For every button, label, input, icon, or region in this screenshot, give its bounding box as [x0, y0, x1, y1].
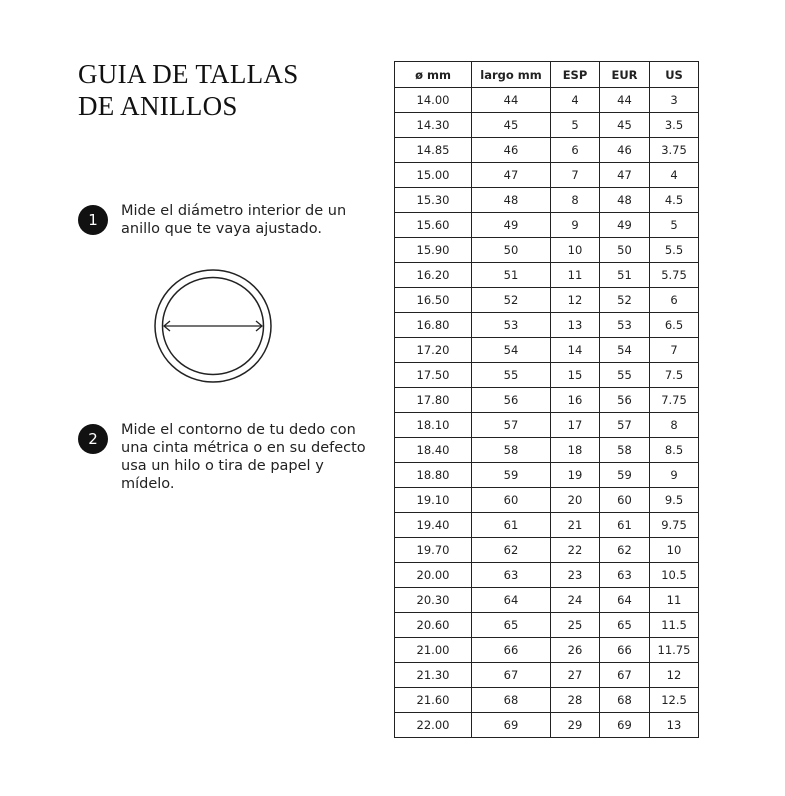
eur-cell: 47: [600, 163, 650, 188]
esp-cell: 4: [551, 88, 600, 113]
us-cell: 12.5: [650, 688, 699, 713]
esp-cell: 23: [551, 563, 600, 588]
us-cell: 5: [650, 213, 699, 238]
us-cell: 11.5: [650, 613, 699, 638]
eur-cell: 63: [600, 563, 650, 588]
us-cell: 6: [650, 288, 699, 313]
esp-cell: 5: [551, 113, 600, 138]
us-cell: 13: [650, 713, 699, 738]
diameter-cell: 20.60: [395, 613, 472, 638]
length-cell: 51: [472, 263, 551, 288]
esp-cell: 28: [551, 688, 600, 713]
eur-cell: 69: [600, 713, 650, 738]
eur-cell: 68: [600, 688, 650, 713]
length-cell: 59: [472, 463, 551, 488]
us-cell: 10: [650, 538, 699, 563]
page-title: [78, 58, 299, 122]
length-cell: 54: [472, 338, 551, 363]
eur-cell: 55: [600, 363, 650, 388]
esp-cell: 16: [551, 388, 600, 413]
table-row: [395, 688, 699, 713]
diameter-cell: 18.40: [395, 438, 472, 463]
diameter-cell: 18.80: [395, 463, 472, 488]
length-cell: 69: [472, 713, 551, 738]
esp-cell: 9: [551, 213, 600, 238]
eur-cell: 45: [600, 113, 650, 138]
diameter-cell: 17.50: [395, 363, 472, 388]
header-col-diameter: ø mm: [395, 62, 472, 88]
table-row: [395, 663, 699, 688]
esp-cell: 24: [551, 588, 600, 613]
esp-cell: 22: [551, 538, 600, 563]
table-row: [395, 163, 699, 188]
us-cell: 3: [650, 88, 699, 113]
us-cell: 7.5: [650, 363, 699, 388]
diameter-cell: 21.60: [395, 688, 472, 713]
esp-cell: 26: [551, 638, 600, 663]
esp-cell: 13: [551, 313, 600, 338]
header-col-esp: ESP: [551, 62, 600, 88]
table-row: [395, 613, 699, 638]
esp-cell: 25: [551, 613, 600, 638]
length-cell: 56: [472, 388, 551, 413]
size-table-header: [395, 62, 699, 88]
diameter-cell: 19.40: [395, 513, 472, 538]
step-text: Mide el contorno de tu dedo con una cinta métrica o en su defecto usa un hilo o tira de papel y mídelo.: [121, 422, 366, 492]
us-cell: 5.75: [650, 263, 699, 288]
diameter-cell: 14.85: [395, 138, 472, 163]
table-row: [395, 363, 699, 388]
length-cell: 62: [472, 538, 551, 563]
length-cell: 66: [472, 638, 551, 663]
esp-cell: 11: [551, 263, 600, 288]
diameter-cell: 15.00: [395, 163, 472, 188]
length-cell: 68: [472, 688, 551, 713]
table-row: [395, 263, 699, 288]
title-line-2: DE ANILLOS: [78, 91, 238, 121]
us-cell: 7: [650, 338, 699, 363]
us-cell: 8: [650, 413, 699, 438]
esp-cell: 19: [551, 463, 600, 488]
us-cell: 9.75: [650, 513, 699, 538]
table-row: [395, 488, 699, 513]
eur-cell: 64: [600, 588, 650, 613]
table-row: [395, 213, 699, 238]
size-table-body: [395, 88, 699, 738]
us-cell: 3.75: [650, 138, 699, 163]
table-row: [395, 563, 699, 588]
table-row: [395, 138, 699, 163]
us-cell: 12: [650, 663, 699, 688]
step-number-badge: 2: [78, 424, 108, 454]
us-cell: 11.75: [650, 638, 699, 663]
eur-cell: 57: [600, 413, 650, 438]
diameter-cell: 19.70: [395, 538, 472, 563]
diameter-cell: 15.60: [395, 213, 472, 238]
eur-cell: 50: [600, 238, 650, 263]
table-row: [395, 638, 699, 663]
esp-cell: 14: [551, 338, 600, 363]
table-row: [395, 188, 699, 213]
esp-cell: 12: [551, 288, 600, 313]
length-cell: 50: [472, 238, 551, 263]
diameter-cell: 19.10: [395, 488, 472, 513]
eur-cell: 67: [600, 663, 650, 688]
us-cell: 11: [650, 588, 699, 613]
table-row: [395, 113, 699, 138]
header-col-eur: EUR: [600, 62, 650, 88]
size-table: [394, 61, 699, 738]
esp-cell: 21: [551, 513, 600, 538]
us-cell: 9: [650, 463, 699, 488]
us-cell: 4.5: [650, 188, 699, 213]
diameter-cell: 14.00: [395, 88, 472, 113]
us-cell: 7.75: [650, 388, 699, 413]
length-cell: 64: [472, 588, 551, 613]
length-cell: 55: [472, 363, 551, 388]
table-row: [395, 413, 699, 438]
table-row: [395, 713, 699, 738]
esp-cell: 7: [551, 163, 600, 188]
esp-cell: 17: [551, 413, 600, 438]
esp-cell: 15: [551, 363, 600, 388]
us-cell: 8.5: [650, 438, 699, 463]
esp-cell: 6: [551, 138, 600, 163]
eur-cell: 52: [600, 288, 650, 313]
us-cell: 9.5: [650, 488, 699, 513]
step-number-badge: 1: [78, 205, 108, 235]
length-cell: 45: [472, 113, 551, 138]
esp-cell: 10: [551, 238, 600, 263]
diameter-cell: 16.20: [395, 263, 472, 288]
esp-cell: 29: [551, 713, 600, 738]
length-cell: 60: [472, 488, 551, 513]
us-cell: 3.5: [650, 113, 699, 138]
step-text: Mide el diámetro interior de un anillo que te vaya ajustado.: [121, 203, 347, 237]
ring-diameter-icon: [153, 268, 273, 384]
length-cell: 67: [472, 663, 551, 688]
eur-cell: 56: [600, 388, 650, 413]
diameter-cell: 16.80: [395, 313, 472, 338]
eur-cell: 49: [600, 213, 650, 238]
eur-cell: 66: [600, 638, 650, 663]
length-cell: 49: [472, 213, 551, 238]
eur-cell: 51: [600, 263, 650, 288]
eur-cell: 61: [600, 513, 650, 538]
eur-cell: 46: [600, 138, 650, 163]
eur-cell: 44: [600, 88, 650, 113]
esp-cell: 8: [551, 188, 600, 213]
length-cell: 47: [472, 163, 551, 188]
diameter-cell: 22.00: [395, 713, 472, 738]
eur-cell: 65: [600, 613, 650, 638]
eur-cell: 48: [600, 188, 650, 213]
us-cell: 4: [650, 163, 699, 188]
us-cell: 6.5: [650, 313, 699, 338]
diameter-cell: 21.00: [395, 638, 472, 663]
diameter-cell: 20.00: [395, 563, 472, 588]
eur-cell: 53: [600, 313, 650, 338]
eur-cell: 59: [600, 463, 650, 488]
diameter-cell: 18.10: [395, 413, 472, 438]
diameter-cell: 17.80: [395, 388, 472, 413]
table-row: [395, 388, 699, 413]
table-row: [395, 313, 699, 338]
diameter-cell: 20.30: [395, 588, 472, 613]
us-cell: 10.5: [650, 563, 699, 588]
length-cell: 46: [472, 138, 551, 163]
length-cell: 65: [472, 613, 551, 638]
header-col-us: US: [650, 62, 699, 88]
table-row: [395, 88, 699, 113]
table-row: [395, 238, 699, 263]
length-cell: 52: [472, 288, 551, 313]
us-cell: 5.5: [650, 238, 699, 263]
diameter-cell: 21.30: [395, 663, 472, 688]
table-row: [395, 338, 699, 363]
esp-cell: 18: [551, 438, 600, 463]
eur-cell: 62: [600, 538, 650, 563]
diameter-cell: 15.30: [395, 188, 472, 213]
length-cell: 58: [472, 438, 551, 463]
length-cell: 63: [472, 563, 551, 588]
diameter-cell: 15.90: [395, 238, 472, 263]
length-cell: 44: [472, 88, 551, 113]
esp-cell: 20: [551, 488, 600, 513]
table-row: [395, 463, 699, 488]
table-row: [395, 513, 699, 538]
title-line-1: GUIA DE TALLAS: [78, 59, 299, 89]
table-row: [395, 288, 699, 313]
diameter-cell: 16.50: [395, 288, 472, 313]
table-row: [395, 588, 699, 613]
table-row: [395, 538, 699, 563]
diameter-cell: 17.20: [395, 338, 472, 363]
esp-cell: 27: [551, 663, 600, 688]
table-row: [395, 438, 699, 463]
length-cell: 53: [472, 313, 551, 338]
eur-cell: 60: [600, 488, 650, 513]
length-cell: 48: [472, 188, 551, 213]
eur-cell: 58: [600, 438, 650, 463]
header-col-length: largo mm: [472, 62, 551, 88]
length-cell: 61: [472, 513, 551, 538]
diameter-cell: 14.30: [395, 113, 472, 138]
length-cell: 57: [472, 413, 551, 438]
eur-cell: 54: [600, 338, 650, 363]
